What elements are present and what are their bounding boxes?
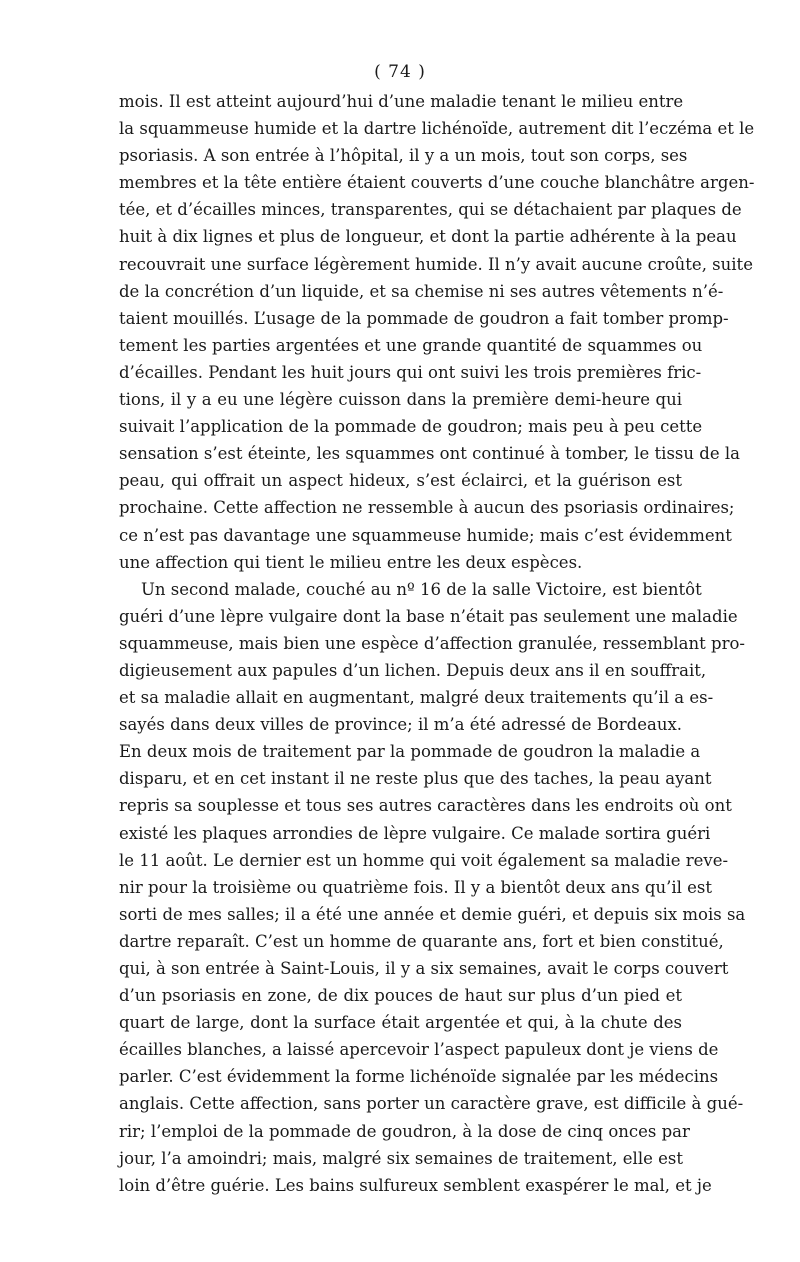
text-line: loin d’être guérie. Les bains sulfureux semblent exaspérer le mal, et je xyxy=(119,1175,712,1195)
text-line: huit à dix lignes et plus de longueur, et dont la partie adhérente à la peau xyxy=(119,227,737,247)
text-line: membres et la tête entière étaient couverts d’une couche blanchâtre argen- xyxy=(119,173,755,193)
body-text xyxy=(119,88,755,1199)
text-line: dartre reparaît. C’est un homme de quarante ans, fort et bien constitué, xyxy=(119,931,724,951)
text-line: suivait l’application de la pommade de goudron; mais peu à peu cette xyxy=(119,417,703,437)
text-line: psoriasis. A son entrée à l’hôpital, il y a un mois, tout son corps, ses xyxy=(119,146,688,166)
text-line: repris sa souplesse et tous ses autres caractères dans les endroits où ont xyxy=(119,796,732,816)
paragraph xyxy=(119,88,755,576)
text-line: disparu, et en cet instant il ne reste plus que des taches, la peau ayant xyxy=(119,769,712,789)
text-line: rir; l’emploi de la pommade de goudron, à la dose de cinq onces par xyxy=(119,1121,690,1141)
text-line: anglais. Cette affection, sans porter un caractère grave, est difficile à gué- xyxy=(119,1094,744,1114)
text-line: nir pour la troisième ou quatrième fois. Il y a bientôt deux ans qu’il est xyxy=(119,877,713,897)
text-line: la squammeuse humide et la dartre lichénoïde, autrement dit l’eczéma et le xyxy=(119,119,755,139)
text-line: Un second malade, couché au nº 16 de la salle Victoire, est bientôt xyxy=(141,579,702,599)
text-line: recouvrait une surface légèrement humide. Il n’y avait aucune croûte, suite xyxy=(119,254,753,274)
text-line: peau, qui offrait un aspect hideux, s’est éclairci, et la guérison est xyxy=(119,471,682,491)
text-line: sorti de mes salles; il a été une année et demie guéri, et depuis six mois sa xyxy=(119,904,746,924)
text-line: et sa maladie allait en augmentant, malgré deux traitements qu’il a es- xyxy=(119,688,714,708)
text-line: d’écailles. Pendant les huit jours qui ont suivi les trois premières fric- xyxy=(119,362,702,382)
text-line: une affection qui tient le milieu entre les deux espèces. xyxy=(119,552,583,572)
text-line: digieusement aux papules d’un lichen. Depuis deux ans il en souffrait, xyxy=(119,660,707,680)
text-line: tement les parties argentées et une grande quantité de squammes ou xyxy=(119,335,703,355)
paragraph xyxy=(119,576,746,1199)
text-line: existé les plaques arrondies de lèpre vulgaire. Ce malade sortira guéri xyxy=(119,823,711,843)
text-line: taient mouillés. L’usage de la pommade de goudron a fait tomber promp- xyxy=(119,308,729,328)
text-line: d’un psoriasis en zone, de dix pouces de haut sur plus d’un pied et xyxy=(119,986,682,1006)
text-line: sensation s’est éteinte, les squammes ont continué à tomber, le tissu de la xyxy=(119,444,740,464)
text-line: quart de large, dont la surface était argentée et qui, à la chute des xyxy=(119,1013,682,1033)
text-line: En deux mois de traitement par la pommade de goudron la maladie a xyxy=(119,742,701,762)
text-line: tions, il y a eu une légère cuisson dans la première demi-heure qui xyxy=(119,390,682,410)
text-line: qui, à son entrée à Saint-Louis, il y a six semaines, avait le corps couvert xyxy=(119,959,729,978)
text-line: de la concrétion d’un liquide, et sa chemise ni ses autres vêtements n’é- xyxy=(119,281,724,301)
text-line: le 11 août. Le dernier est un homme qui voit également sa maladie reve- xyxy=(119,850,729,870)
text-line: squammeuse, mais bien une espèce d’affection granulée, ressemblant pro- xyxy=(119,633,745,653)
text-line: prochaine. Cette affection ne ressemble à aucun des psoriasis ordinaires; xyxy=(119,498,735,518)
text-line: écailles blanches, a laissé apercevoir l’aspect papuleux dont je viens de xyxy=(119,1040,719,1060)
text-line: ce n’est pas davantage une squammeuse humide; mais c’est évidemment xyxy=(119,525,732,545)
text-line: jour, l’a amoindri; mais, malgré six semaines de traitement, elle est xyxy=(119,1148,683,1168)
text-line: guéri d’une lèpre vulgaire dont la base n’était pas seulement une maladie xyxy=(119,606,738,626)
text-line: tée, et d’écailles minces, transparentes, qui se détachaient par plaques de xyxy=(119,200,742,220)
text-line: sayés dans deux villes de province; il m’a été adressé de Bordeaux. xyxy=(119,715,682,735)
page-number: ( 74 ) xyxy=(374,62,426,82)
text-line: parler. C’est évidemment la forme lichénoïde signalée par les médecins xyxy=(119,1067,719,1087)
text-line: mois. Il est atteint aujourd’hui d’une maladie tenant le milieu entre xyxy=(119,92,684,111)
